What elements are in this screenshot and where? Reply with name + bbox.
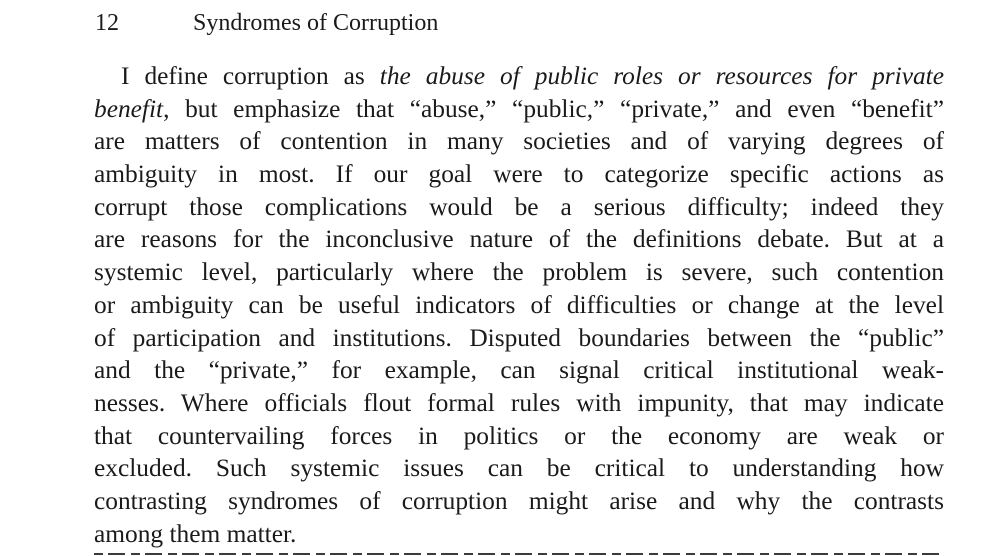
paragraph-line: are reasons for the inconclusive nature of the definitions debate. But at a (94, 225, 944, 254)
paragraph-line: that countervailing forces in politics or the economy are weak or (94, 421, 944, 450)
paragraph-text: , but emphasize that “abuse,” “public,” “private,” and even “benefit” (163, 94, 944, 123)
paragraph-line: contrasting syndromes of corruption might arise and why the contrasts (94, 486, 944, 515)
paragraph-line: and the “private,” for example, can signal critical institutional weak- (94, 356, 944, 385)
paragraph-line: or ambiguity can be useful indicators of difficulties or change at the level (94, 290, 944, 319)
body-paragraph (94, 60, 944, 550)
running-title: Syndromes of Corruption (193, 10, 439, 36)
definition-italic: benefit (94, 94, 164, 123)
paragraph-line: are matters of contention in many societies and of varying degrees of (94, 127, 944, 156)
paragraph-line: nesses. Where officials flout formal rules with impunity, that may indicate (94, 388, 944, 417)
paragraph-line (94, 60, 944, 93)
paragraph-line (94, 93, 944, 126)
paragraph-line: among them matter. (94, 519, 297, 548)
paragraph-line: excluded. Such systemic issues can be critical to understanding how (94, 454, 944, 483)
paragraph-line: ambiguity in most. If our goal were to categorize specific actions as (94, 160, 944, 189)
paragraph-line: corrupt those complications would be a serious difficulty; indeed they (94, 192, 944, 221)
definition-italic: the abuse of public roles or resources for private (379, 62, 944, 90)
paragraph-text: I define corruption as (121, 62, 380, 90)
cropped-next-line (94, 544, 944, 556)
running-head (95, 8, 438, 38)
paragraph-line: systemic level, particularly where the problem is severe, such contention (94, 258, 944, 287)
page-number: 12 (95, 10, 119, 36)
paragraph-line: of participation and institutions. Disputed boundaries between the “public” (94, 323, 944, 352)
